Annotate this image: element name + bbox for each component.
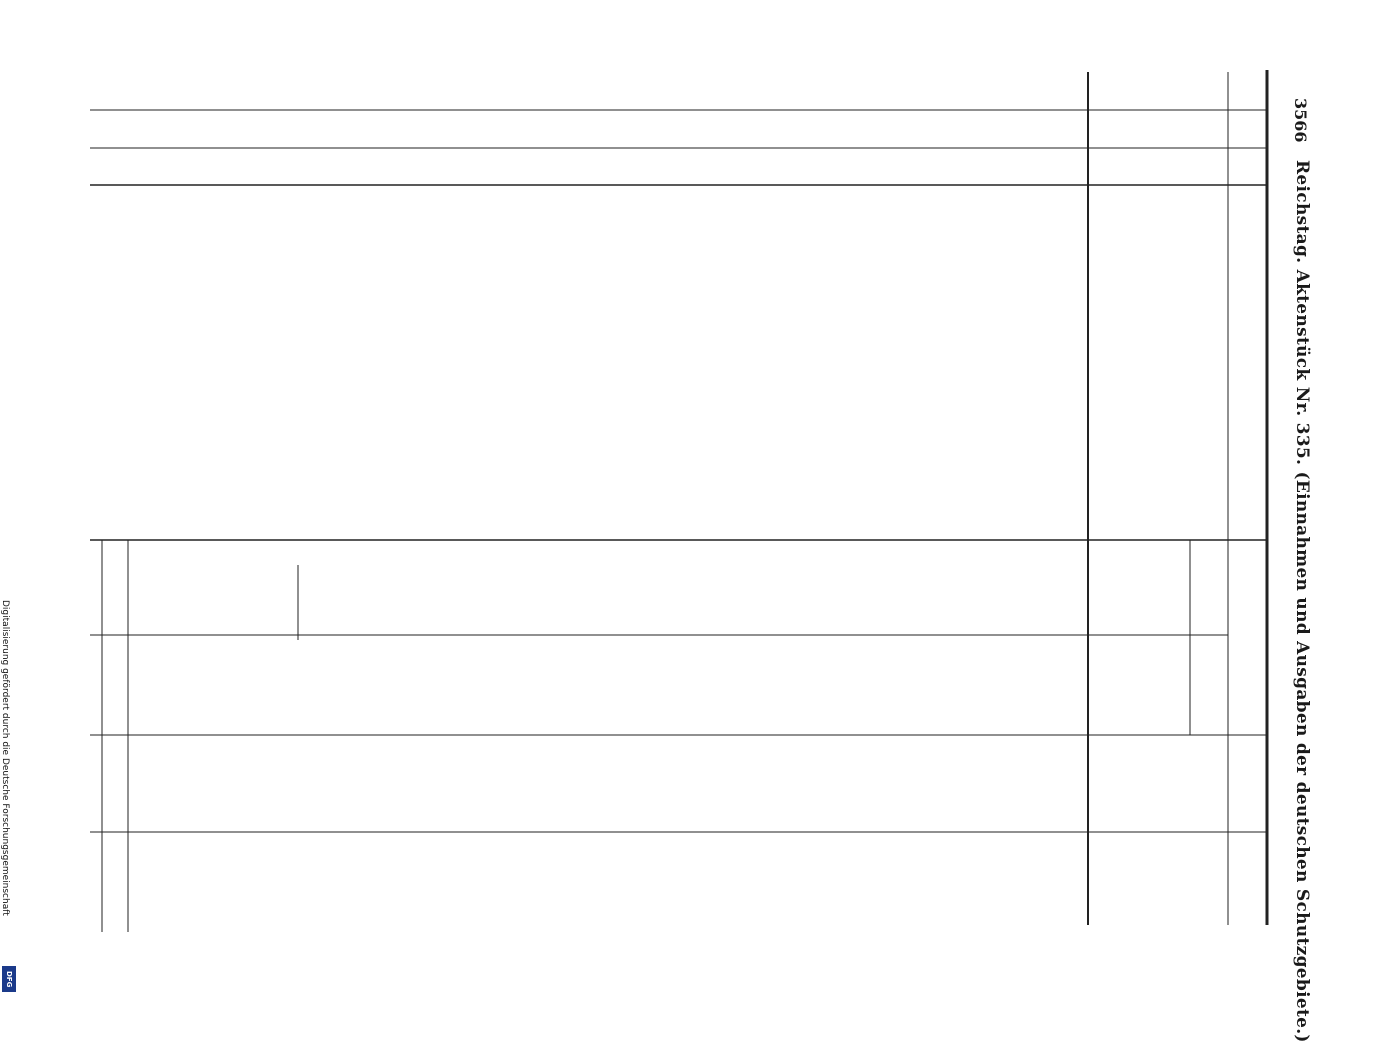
watermark-text: Digitalisierung gefördert durch die Deutsche Forschungsgemeinschaft: [0, 600, 10, 916]
dfg-watermark: [0, 0, 20, 1000]
page-number: 3566: [1291, 98, 1310, 143]
page-header: Reichstag. Aktenstück Nr. 335. (Einnahmen und Ausgaben der deutschen Schutzgebiete.): [1292, 160, 1312, 1043]
dfg-logo-icon: DFG: [2, 966, 16, 992]
